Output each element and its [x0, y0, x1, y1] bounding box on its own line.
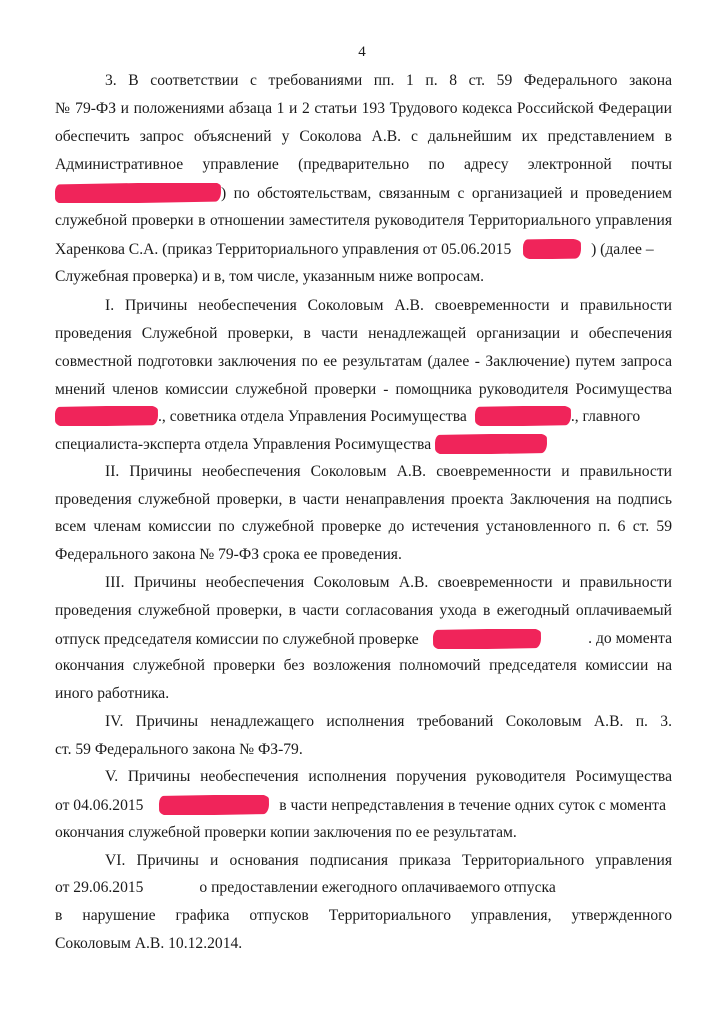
text-line: мнений членов комиссии служебной проверки - помощника руководителя Росимущества	[55, 381, 672, 398]
text-line	[55, 406, 672, 426]
redaction-mark	[55, 183, 221, 203]
redaction-mark	[475, 406, 571, 426]
text-line: проведения служебной проверки, в части согласования ухода в ежегодный оплачиваемый	[55, 602, 672, 619]
text-line: проведения служебной проверки, в части ненаправления проекта Заключения на подпись	[55, 491, 672, 508]
text-line: иного работника.	[55, 685, 170, 702]
text-segment: специалиста-эксперта отдела Управления Росимущества	[55, 436, 432, 453]
text-segment: Харенкова С.А. (приказ Территориального управления от 05.06.2015	[55, 241, 512, 258]
text-line: IV. Причины ненадлежащего исполнения требований Соколовым А.В. п. 3.	[105, 713, 672, 730]
text-line	[55, 239, 672, 259]
text-segment: ) (далее –	[591, 241, 654, 258]
text-segment: от 04.06.2015	[55, 797, 144, 814]
text-line: Служебная проверка) и в, том числе, указанным ниже вопросам.	[55, 268, 485, 285]
text-line: III. Причины необеспечения Соколовым А.В. своевременности и правильности	[105, 574, 672, 591]
text-line: проведения Служебной проверки, в части ненадлежащей организации и обеспечения	[55, 325, 672, 342]
text-line: Административное управление (предварительно по адресу электронной почты	[55, 156, 672, 173]
text-segment: ., советника отдела Управления Росимущества	[158, 408, 467, 425]
text-line: Федерального закона № 79-ФЗ срока ее проведения.	[55, 546, 402, 563]
text-segment: . до момента	[588, 630, 672, 647]
text-line: Соколовым А.В. 10.12.2014.	[55, 935, 243, 952]
text-line	[55, 183, 672, 203]
text-line: ст. 59 Федерального закона № ФЗ-79.	[55, 741, 303, 758]
text-line: всем членам комиссии по служебной проверке до истечения установленного п. 6 ст. 59	[55, 518, 672, 535]
redaction-mark	[435, 434, 547, 454]
redaction-mark	[523, 239, 581, 259]
redaction-mark	[432, 629, 540, 649]
text-line: обеспечить запрос объяснений у Соколова А.В. с дальнейшим их представлением в	[55, 128, 672, 145]
redaction-mark	[55, 406, 158, 426]
text-segment: отпуск председателя комиссии по служебной проверке	[55, 631, 419, 648]
text-line: V. Причины необеспечения исполнения поручения руководителя Росимущества	[105, 768, 672, 785]
page-number: 4	[358, 44, 366, 60]
text-line: служебной проверки в отношении заместителя руководителя Территориального управления	[55, 212, 672, 229]
text-segment: ., главного	[570, 408, 641, 425]
text-line: совместной подготовки заключения по ее результатам (далее - Заключение) путем запроса	[55, 353, 672, 370]
text-line: окончания служебной проверки копии заключения по ее результатам.	[55, 824, 517, 841]
text-segment: от 29.06.2015	[55, 879, 144, 896]
text-line	[55, 878, 672, 898]
text-line: II. Причины необеспечения Соколовым А.В. своевременности и правильности	[105, 463, 672, 480]
text-line: в нарушение графика отпусков Территориального управления, утвержденного	[55, 907, 672, 924]
text-line: VI. Причины и основания подписания приказа Территориального управления	[105, 852, 672, 869]
text-line: 3. В соответствии с требованиями пп. 1 п. 8 ст. 59 Федерального закона	[105, 72, 672, 89]
text-line	[55, 629, 672, 649]
text-segment: в части непредставления в течение одних суток с момента	[279, 797, 667, 814]
text-segment: ) по обстоятельствам, связанным с организацией и проведением	[221, 185, 672, 202]
text-segment: о предоставлении ежегодного оплачиваемого отпуска	[199, 879, 556, 896]
text-line: I. Причины необеспечения Соколовым А.В. своевременности и правильности	[105, 297, 672, 314]
text-line	[55, 795, 672, 815]
redaction-mark	[159, 795, 269, 815]
text-line: окончания служебной проверки без возложения полномочий председателя комиссии на	[55, 657, 672, 674]
text-line: № 79-ФЗ и положениями абзаца 1 и 2 статьи 193 Трудового кодекса Российской Федерации	[55, 100, 672, 117]
text-line	[55, 434, 672, 454]
